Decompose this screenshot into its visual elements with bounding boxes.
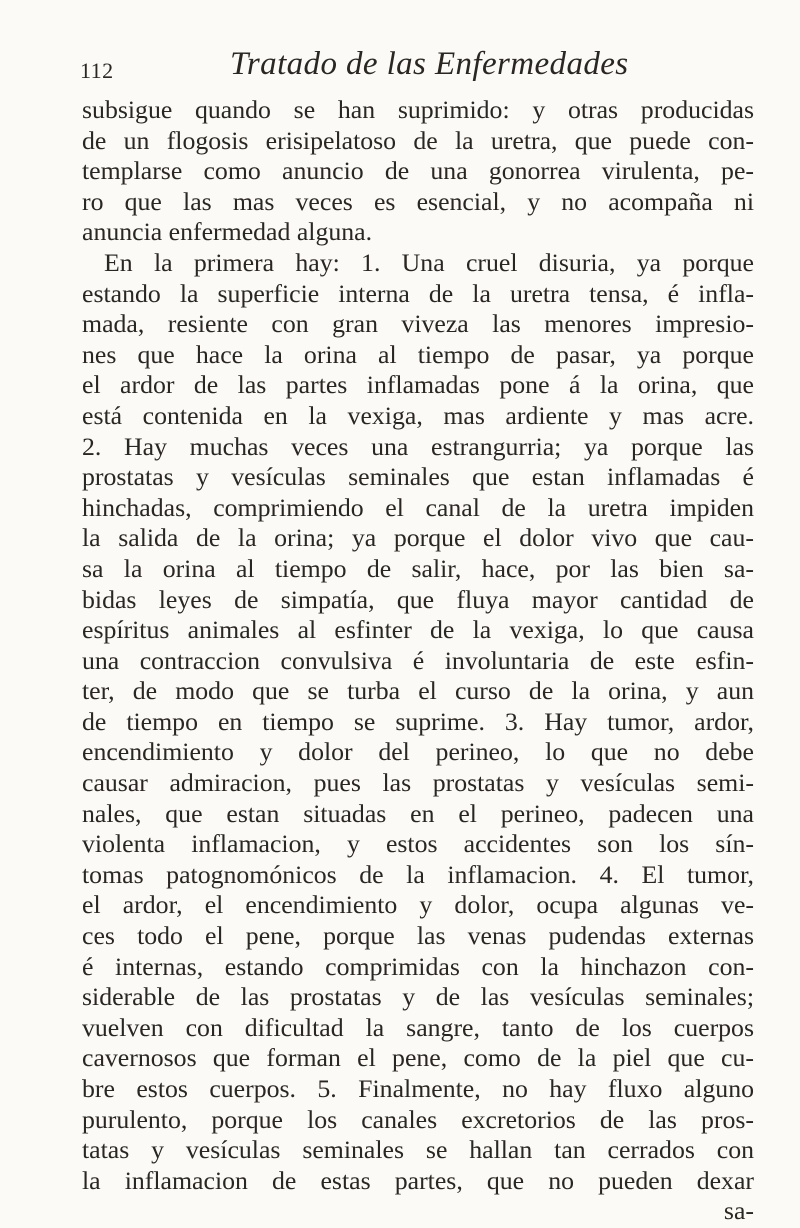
text-line: ro que las mas veces es esencial, y no acompaña ni	[82, 186, 754, 216]
text-line: En la primera hay: 1. Una cruel disuria, ya porque	[104, 247, 754, 277]
text-line: hinchadas, comprimiendo el canal de la uretra impiden	[82, 492, 754, 522]
text-line: el ardor de las partes inflamadas pone á la orina, que	[82, 370, 754, 400]
text-line: estando la superficie interna de la uretra tensa, é infla-	[82, 278, 754, 308]
text-line: la inflamacion de estas partes, que no pueden dexar	[82, 1165, 754, 1195]
text-line: prostatas y vesículas seminales que estan inflamadas é	[82, 462, 754, 492]
running-title: Tratado de las Enfermedades	[230, 46, 629, 82]
text-line: de un flogosis erisipelatoso de la uretra, que puede con-	[82, 125, 754, 155]
text-line: causar admiracion, pues las prostatas y vesículas semi-	[82, 768, 754, 798]
text-line: 2. Hay muchas veces una estrangurria; ya porque las	[82, 431, 754, 461]
text-line: de tiempo en tiempo se suprime. 3. Hay tumor, ardor,	[82, 706, 754, 736]
text-line: espíritus animales al esfinter de la vexiga, lo que causa	[82, 615, 754, 645]
text-line: bidas leyes de simpatía, que fluya mayor cantidad de	[82, 584, 754, 614]
text-line: siderable de las prostatas y de las vesículas seminales;	[82, 982, 754, 1012]
text-line: ter, de modo que se turba el curso de la orina, y aun	[82, 676, 754, 706]
text-line: tatas y vesículas seminales se hallan tan cerrados con	[82, 1135, 754, 1165]
text-line: anuncia enfermedad alguna.	[82, 217, 373, 247]
text-line: subsigue quando se han suprimido: y otras producidas	[82, 95, 754, 124]
body-text	[82, 95, 754, 1227]
text-line: é internas, estando comprimidas con la hinchazon con-	[82, 951, 754, 981]
page-header	[80, 46, 760, 90]
text-line: nales, que estan situadas en el perineo, padecen una	[82, 798, 754, 828]
catchword: sa-	[723, 1196, 754, 1226]
text-line: ces todo el pene, porque las venas pudendas externas	[82, 921, 754, 951]
text-line: sa la orina al tiempo de salir, hace, por las bien sa-	[82, 553, 754, 583]
text-line: nes que hace la orina al tiempo de pasar, ya porque	[82, 339, 754, 369]
text-line: purulento, porque los canales excretorios de las pros-	[82, 1104, 754, 1134]
text-line: vuelven con dificultad la sangre, tanto de los cuerpos	[82, 1012, 754, 1042]
text-line: templarse como anuncio de una gonorrea virulenta, pe-	[82, 156, 754, 186]
text-line: una contraccion convulsiva é involuntaria de este esfin-	[82, 645, 754, 675]
text-line: mada, resiente con gran viveza las menores impresio-	[82, 309, 754, 339]
text-line: el ardor, el encendimiento y dolor, ocupa algunas ve-	[82, 890, 754, 920]
text-line: tomas patognomónicos de la inflamacion. 4. El tumor,	[82, 859, 754, 889]
text-line: cavernosos que forman el pene, como de la piel que cu-	[82, 1043, 754, 1073]
text-line: encendimiento y dolor del perineo, lo que no debe	[82, 737, 754, 767]
text-line: violenta inflamacion, y estos accidentes son los sín-	[82, 829, 754, 859]
text-line: está contenida en la vexiga, mas ardiente y mas acre.	[82, 400, 754, 430]
text-line: la salida de la orina; ya porque el dolor vivo que cau-	[82, 523, 754, 553]
page-number: 112	[80, 58, 114, 83]
text-line: bre estos cuerpos. 5. Finalmente, no hay fluxo alguno	[82, 1074, 754, 1103]
